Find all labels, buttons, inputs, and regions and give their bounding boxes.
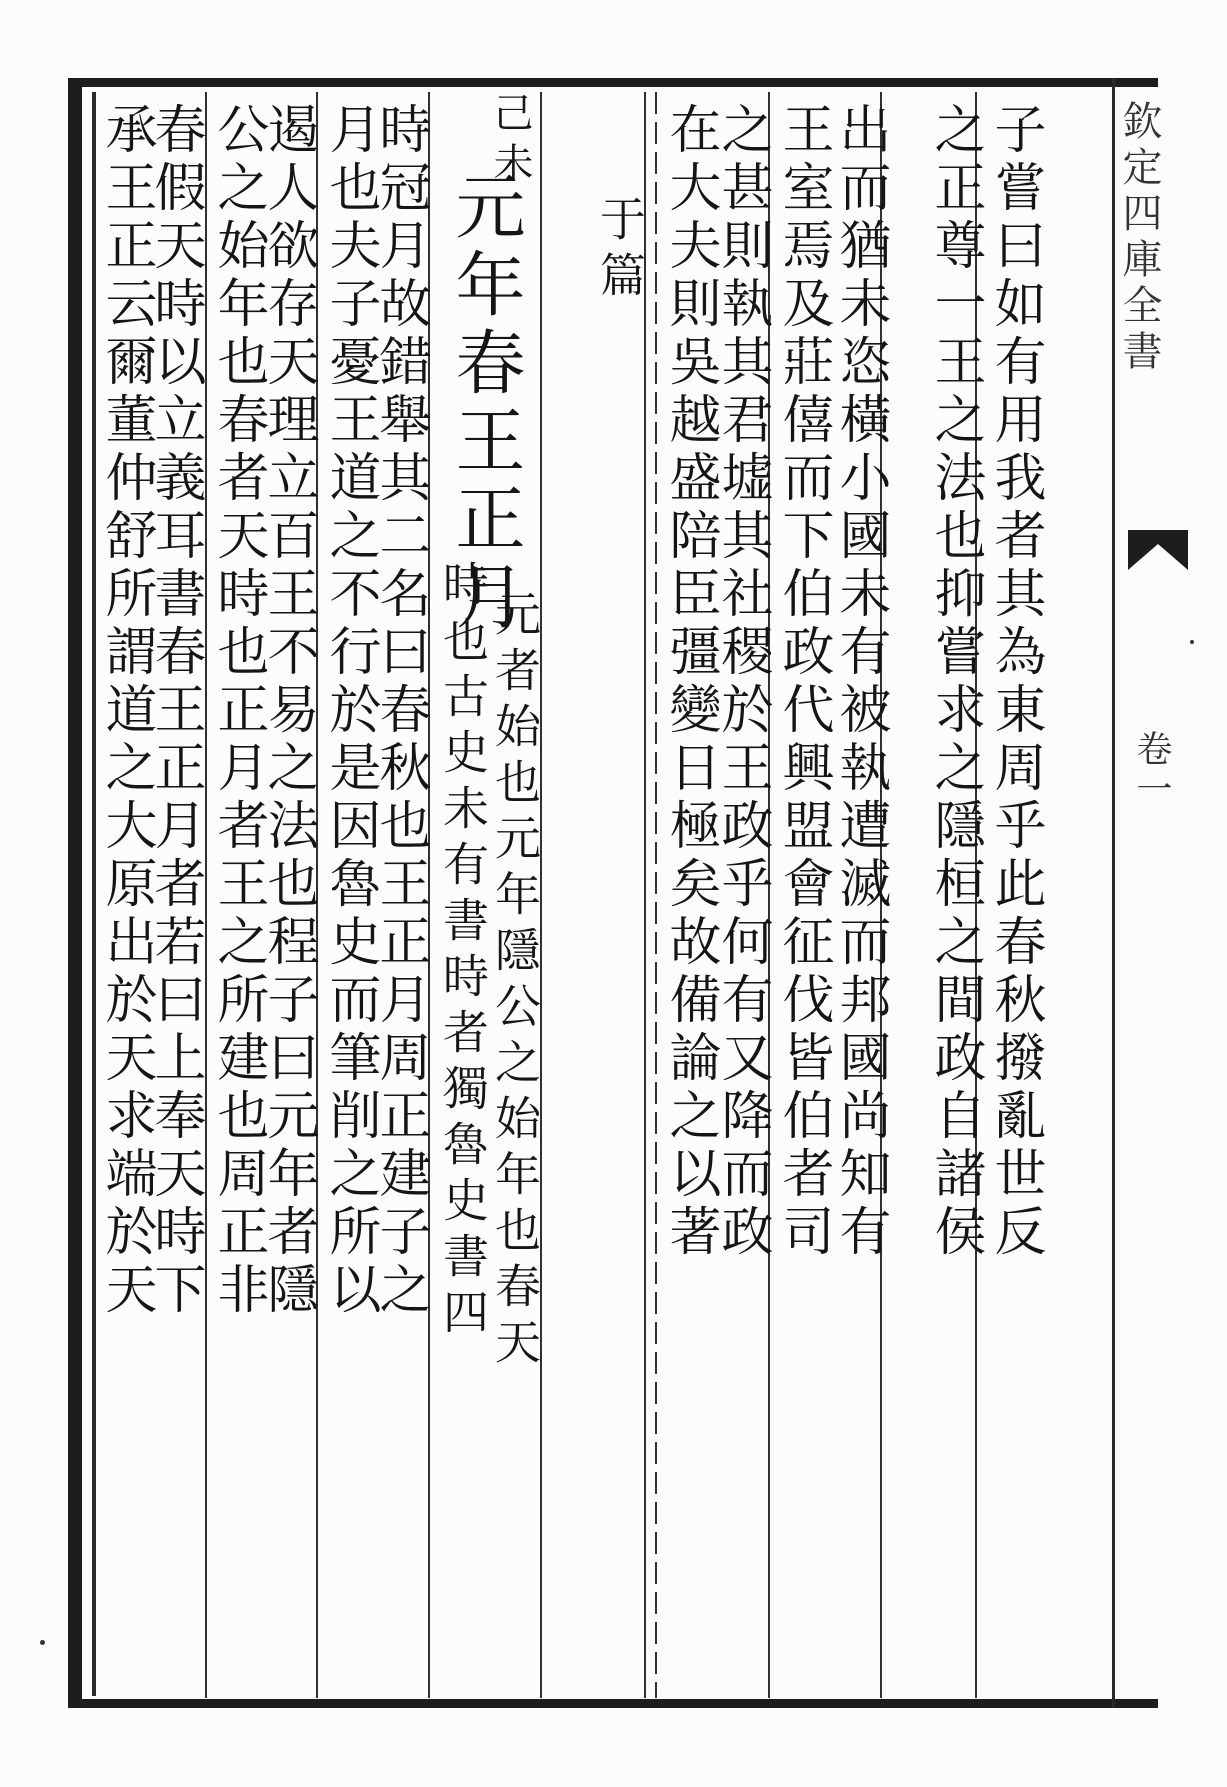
heading-prefix: 己未	[487, 92, 533, 192]
column-rule	[655, 92, 657, 1698]
margin-juan-label: 卷一	[1131, 730, 1172, 810]
column-rule	[205, 92, 207, 1698]
text-column: 時冠月故錯舉其二名曰春秋也王正月周正建子之	[370, 102, 430, 1320]
fishtail-mark	[1128, 530, 1188, 570]
margin-book-title: 欽定四庫全書	[1116, 100, 1162, 376]
commentary-column: 元者始也元年隱公之始年也春天	[488, 590, 542, 1374]
column-rule	[644, 92, 646, 1698]
text-column: 出而猶未恣橫小國未有被執遭滅而邦國尚知有	[830, 102, 890, 1262]
text-column: 之甚則執其君墟其社稷於王政乎何有又降而政	[712, 102, 772, 1262]
commentary-column: 時也古史未有書時者獨魯史書四	[436, 560, 490, 1344]
text-column: 遏人欲存天理立百王不易之法也程子曰元年者隱	[258, 102, 318, 1320]
scan-speck	[40, 1640, 45, 1645]
scan-speck	[1190, 640, 1194, 644]
text-column: 王室焉及莊僖而下伯政代興盟會征伐皆伯者司	[773, 102, 833, 1262]
text-column: 之正尊一王之法也抑嘗求之隱桓之間政自諸侯	[925, 102, 985, 1262]
text-column: 春假天時以立義耳書春王正月者若曰上奉天時下	[145, 102, 205, 1320]
text-column: 子嘗曰如有用我者其為東周乎此春秋撥亂世反	[985, 102, 1045, 1262]
chapter-heading: 元年春王正月	[444, 170, 526, 638]
text-column: 于篇	[593, 195, 647, 307]
text-column: 在大夫則吳越盛陪臣彊變日極矣故備論之以著	[660, 102, 720, 1262]
text-column: 月也夫子憂王道之不行於是因魯史而筆削之所以	[320, 102, 380, 1320]
text-column: 公之始年也春者天時也正月者王之所建也周正非	[208, 102, 268, 1320]
text-column: 承王正云爾董仲舒所謂道之大原出於天求端於天	[96, 102, 156, 1320]
